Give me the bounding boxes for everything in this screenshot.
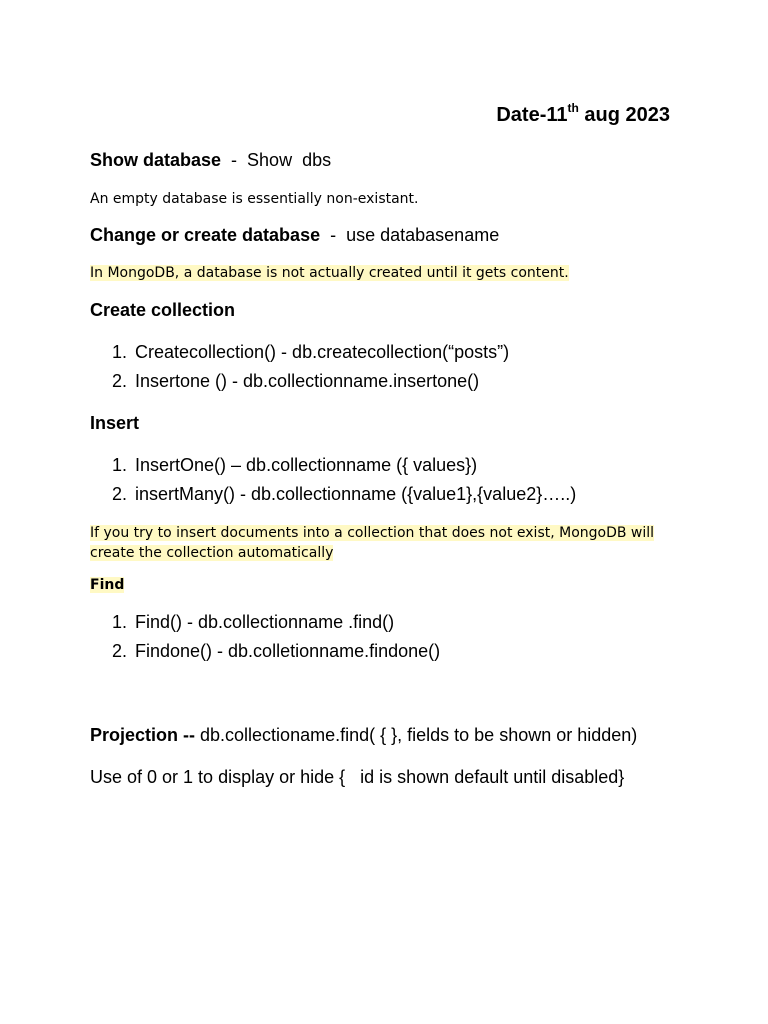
create-collection-heading-text: Create collection	[90, 300, 236, 320]
date-heading	[0, 101, 670, 127]
show-database-text: - Show dbs	[221, 150, 332, 170]
change-database-label: Change or create database	[90, 225, 321, 245]
usage-note: Use of 0 or 1 to display or hide { id is shown default until disabled}	[90, 767, 625, 787]
list-item	[112, 612, 394, 633]
projection-label: Projection --	[90, 725, 196, 745]
date-prefix: Date-11	[496, 104, 568, 126]
insert-heading-text: Insert	[90, 413, 140, 433]
insert-heading	[90, 413, 690, 434]
insert-auto-create-note-text: If you try to insert documents into a collection that does not exist, MongoDB will create the collection automatically	[90, 525, 655, 561]
find-heading	[90, 577, 690, 593]
show-database-line	[90, 150, 690, 171]
insert-auto-create-note	[90, 523, 680, 563]
date-superscript: th	[567, 101, 579, 115]
empty-database-note: An empty database is essentially non-existant.	[90, 191, 419, 207]
projection-line	[90, 725, 690, 746]
date-suffix: aug 2023	[578, 104, 670, 126]
mongodb-creation-note-text: In MongoDB, a database is not actually created until it gets content.	[90, 265, 569, 281]
list-item	[112, 342, 509, 363]
find-heading-text: Find	[90, 577, 125, 593]
list-item-text: Insertone () - db.collectionname.insertone()	[135, 371, 480, 391]
list-item-text: Createcollection() - db.createcollection(“posts”)	[135, 342, 510, 362]
list-number: 2.	[112, 371, 128, 391]
change-database-line	[90, 225, 690, 246]
list-item-text: insertMany() - db.collectionname ({value1},{value2}…..)	[135, 484, 577, 504]
list-item-text: Findone() - db.colletionname.findone()	[135, 641, 441, 661]
list-item	[112, 641, 440, 662]
list-item-text: Find() - db.collectionname .find()	[135, 612, 395, 632]
list-number: 1.	[112, 455, 128, 475]
change-database-text: - use databasename	[320, 225, 500, 245]
list-number: 2.	[112, 484, 128, 504]
list-number: 1.	[112, 612, 128, 632]
list-item	[112, 484, 576, 505]
list-item	[112, 371, 479, 392]
list-item	[112, 455, 477, 476]
show-database-label: Show database	[90, 150, 222, 170]
mongodb-creation-note	[90, 265, 690, 281]
list-number: 1.	[112, 342, 128, 362]
list-number: 2.	[112, 641, 128, 661]
projection-text: db.collectioname.find( { }, fields to be shown or hidden)	[195, 725, 638, 745]
create-collection-heading	[90, 300, 690, 321]
list-item-text: InsertOne() – db.collectionname ({ values})	[135, 455, 478, 475]
